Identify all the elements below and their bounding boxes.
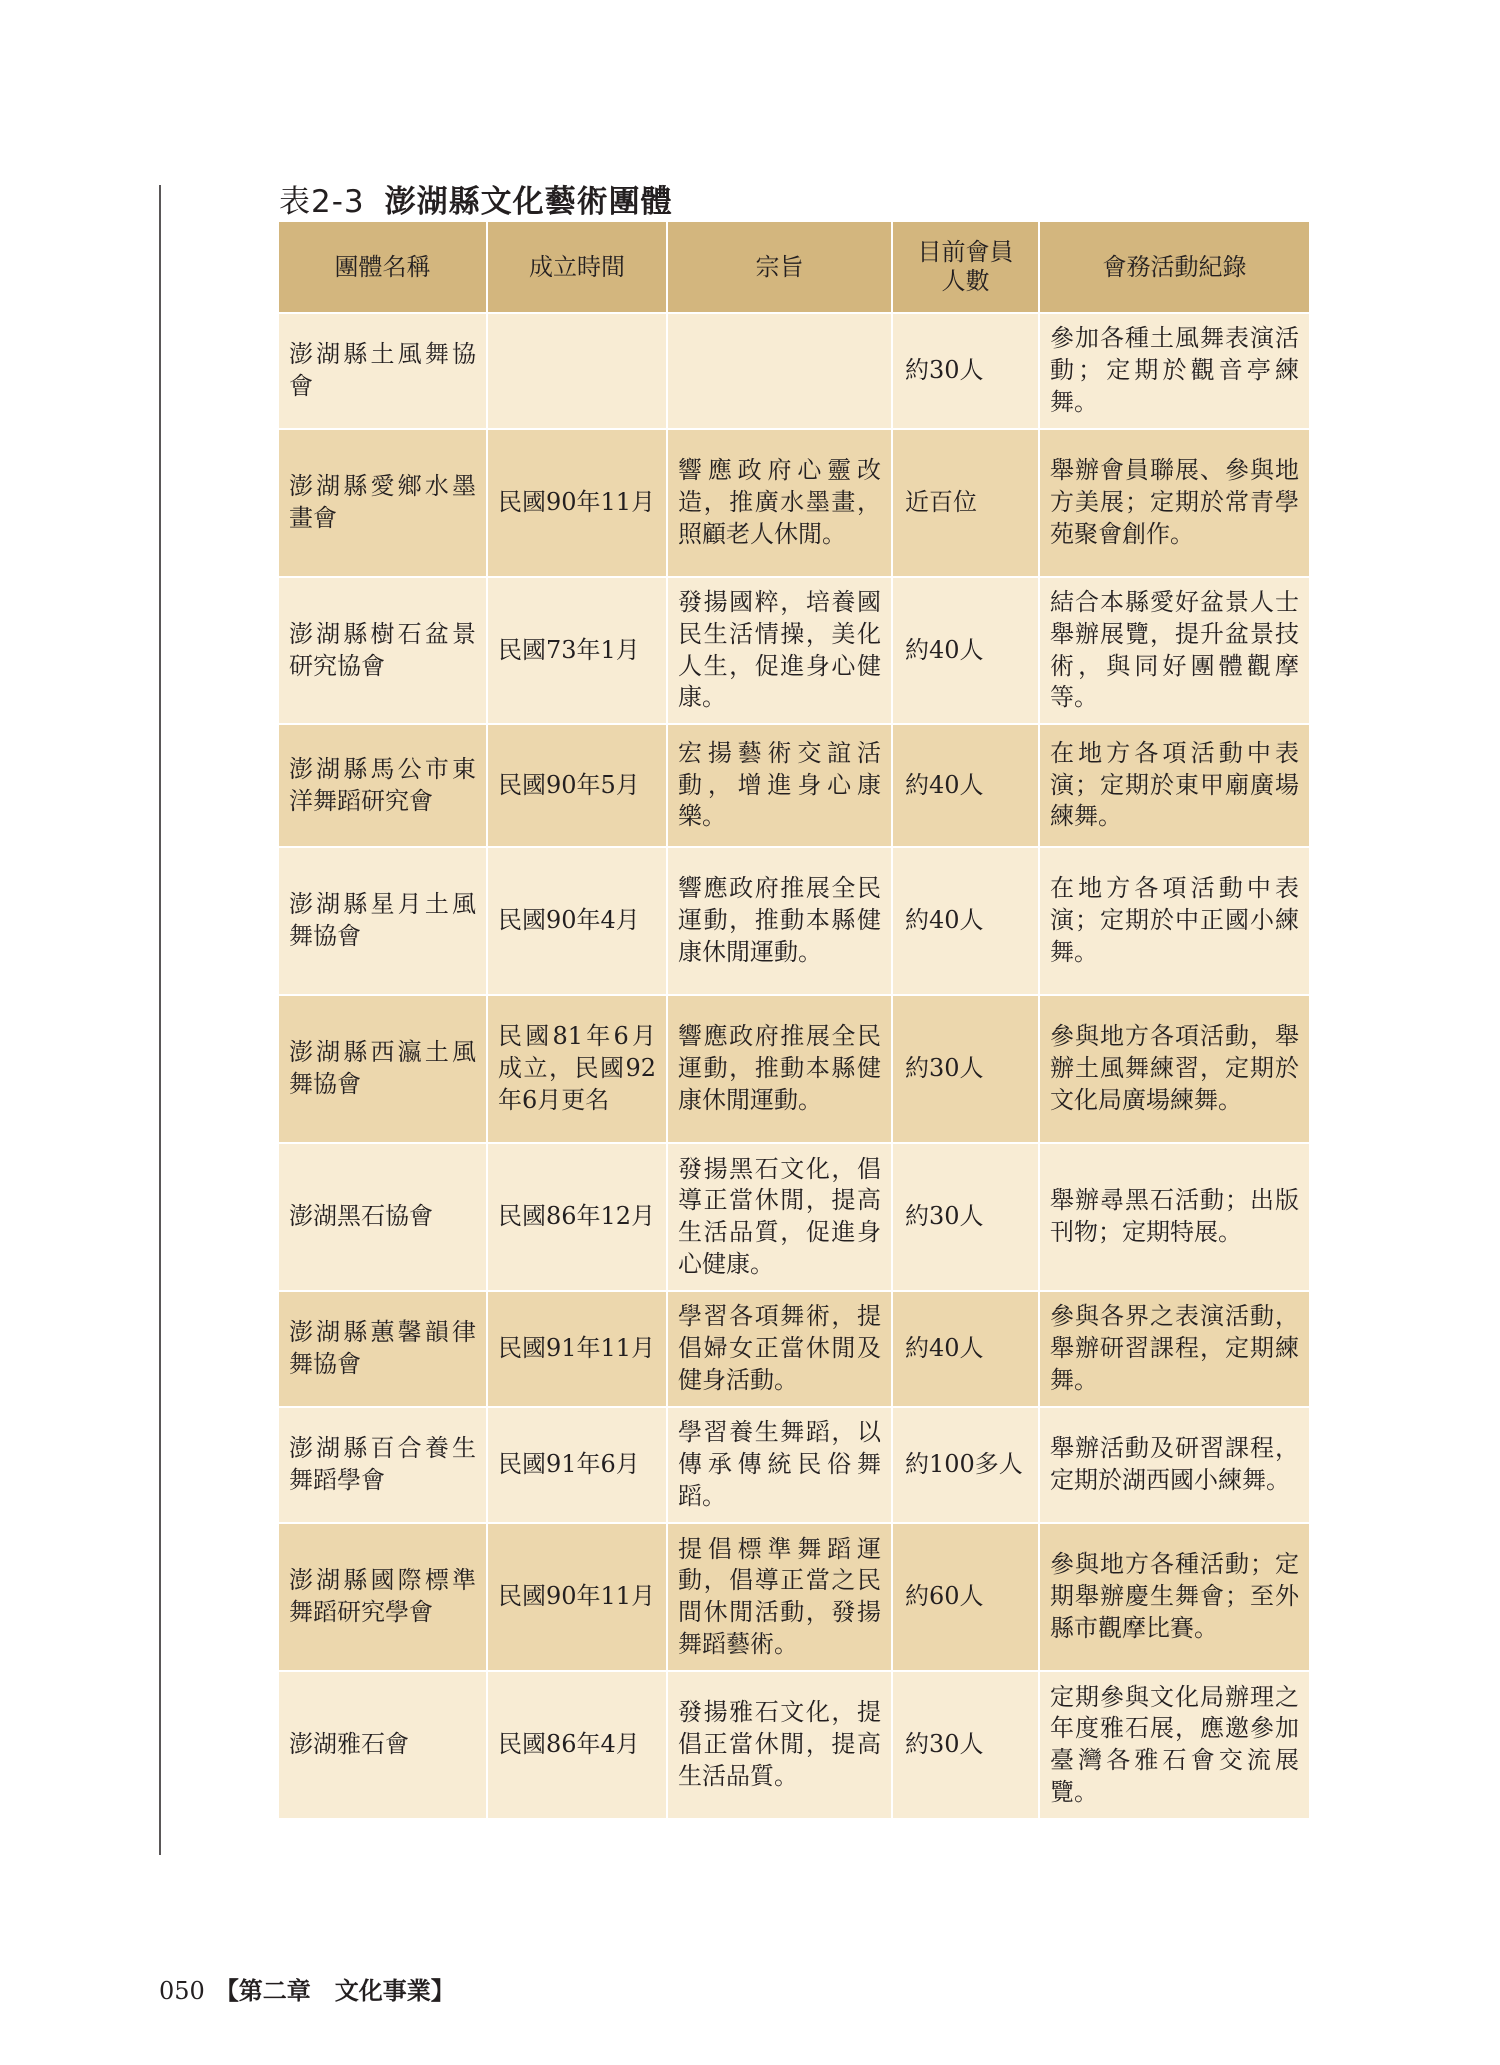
cell-name: 澎湖縣樹石盆景研究協會 [279,577,487,724]
table-row [279,847,1309,995]
cell-name: 澎湖縣愛鄉水墨畫會 [279,429,487,577]
cell-founded: 民國91年11月 [487,1291,667,1407]
cell-activities: 結合本縣愛好盆景人士舉辦展覽，提升盆景技術，與同好團體觀摩等。 [1039,577,1309,724]
cell-founded: 民國86年4月 [487,1671,667,1819]
cell-purpose: 響應政府推展全民運動，推動本縣健康休閒運動。 [667,995,892,1143]
cell-name: 澎湖縣百合養生舞蹈學會 [279,1407,487,1523]
cell-activities: 在地方各項活動中表演；定期於中正國小練舞。 [1039,847,1309,995]
table-row [279,1407,1309,1523]
cell-members: 約30人 [892,995,1039,1143]
header-members: 目前會員 人數 [892,222,1039,313]
cell-activities: 參與地方各種活動；定期舉辦慶生舞會；至外縣市觀摩比賽。 [1039,1523,1309,1671]
organizations-table [279,222,1309,1820]
cell-purpose [667,313,892,429]
cell-purpose: 發揚雅石文化，提倡正當休閒，提高生活品質。 [667,1671,892,1819]
cell-founded: 民國73年1月 [487,577,667,724]
cell-founded: 民國81年6月成立，民國92年6月更名 [487,995,667,1143]
header-purpose: 宗旨 [667,222,892,313]
cell-members: 約30人 [892,313,1039,429]
cell-members: 約40人 [892,724,1039,847]
cell-name: 澎湖縣蕙馨韻律舞協會 [279,1291,487,1407]
cell-name: 澎湖縣國際標準舞蹈研究學會 [279,1523,487,1671]
table-row [279,1143,1309,1291]
cell-activities: 參與地方各項活動，舉辦土風舞練習，定期於文化局廣場練舞。 [1039,995,1309,1143]
table-row [279,577,1309,724]
cell-members: 約40人 [892,1291,1039,1407]
cell-purpose: 響應政府推展全民運動，推動本縣健康休閒運動。 [667,847,892,995]
cell-purpose: 提倡標準舞蹈運動，倡導正當之民間休閒活動，發揚舞蹈藝術。 [667,1523,892,1671]
cell-founded: 民國90年11月 [487,429,667,577]
cell-name: 澎湖縣星月土風舞協會 [279,847,487,995]
cell-members: 約60人 [892,1523,1039,1671]
table-row [279,429,1309,577]
cell-activities: 參與各界之表演活動，舉辦研習課程，定期練舞。 [1039,1291,1309,1407]
chapter-label: 【第二章 文化事業】 [214,1976,455,2005]
table-row [279,1523,1309,1671]
cell-purpose: 學習養生舞蹈，以傳承傳統民俗舞蹈。 [667,1407,892,1523]
cell-purpose: 發揚黑石文化，倡導正當休閒，提高生活品質，促進身心健康。 [667,1143,892,1291]
cell-members: 約40人 [892,577,1039,724]
cell-founded: 民國90年11月 [487,1523,667,1671]
header-row [279,222,1309,313]
table-row [279,995,1309,1143]
cell-members: 約100多人 [892,1407,1039,1523]
cell-members: 約40人 [892,847,1039,995]
cell-purpose: 響應政府心靈改造，推廣水墨畫，照顧老人休閒。 [667,429,892,577]
page-footer [159,1971,455,2006]
margin-rule [159,185,161,1855]
cell-name: 澎湖縣馬公市東洋舞蹈研究會 [279,724,487,847]
cell-activities: 定期參與文化局辦理之年度雅石展，應邀參加臺灣各雅石會交流展覽。 [1039,1671,1309,1819]
cell-activities: 舉辦會員聯展、參與地方美展；定期於常青學苑聚會創作。 [1039,429,1309,577]
cell-activities: 舉辦活動及研習課程，定期於湖西國小練舞。 [1039,1407,1309,1523]
page-number: 050 [159,1977,205,2005]
table-number: 表2-3 [279,184,365,220]
cell-purpose: 發揚國粹，培養國民生活情操，美化人生，促進身心健康。 [667,577,892,724]
cell-name: 澎湖縣西瀛土風舞協會 [279,995,487,1143]
cell-name: 澎湖雅石會 [279,1671,487,1819]
cell-founded: 民國90年5月 [487,724,667,847]
table-row [279,724,1309,847]
cell-name: 澎湖黑石協會 [279,1143,487,1291]
cell-activities: 參加各種土風舞表演活動；定期於觀音亭練舞。 [1039,313,1309,429]
cell-founded: 民國86年12月 [487,1143,667,1291]
table-row [279,313,1309,429]
header-founded: 成立時間 [487,222,667,313]
cell-purpose: 宏揚藝術交誼活動，增進身心康樂。 [667,724,892,847]
table-row [279,1671,1309,1819]
cell-name: 澎湖縣土風舞協會 [279,313,487,429]
cell-founded: 民國90年4月 [487,847,667,995]
cell-activities: 舉辦尋黑石活動；出版刊物；定期特展。 [1039,1143,1309,1291]
table-title [279,176,673,221]
cell-purpose: 學習各項舞術，提倡婦女正當休閒及健身活動。 [667,1291,892,1407]
cell-members: 近百位 [892,429,1039,577]
cell-founded: 民國91年6月 [487,1407,667,1523]
header-name: 團體名稱 [279,222,487,313]
cell-members: 約30人 [892,1143,1039,1291]
cell-activities: 在地方各項活動中表演；定期於東甲廟廣場練舞。 [1039,724,1309,847]
header-activities: 會務活動紀錄 [1039,222,1309,313]
cell-members: 約30人 [892,1671,1039,1819]
table-caption: 澎湖縣文化藝術團體 [384,184,673,220]
cell-founded [487,313,667,429]
table-row [279,1291,1309,1407]
